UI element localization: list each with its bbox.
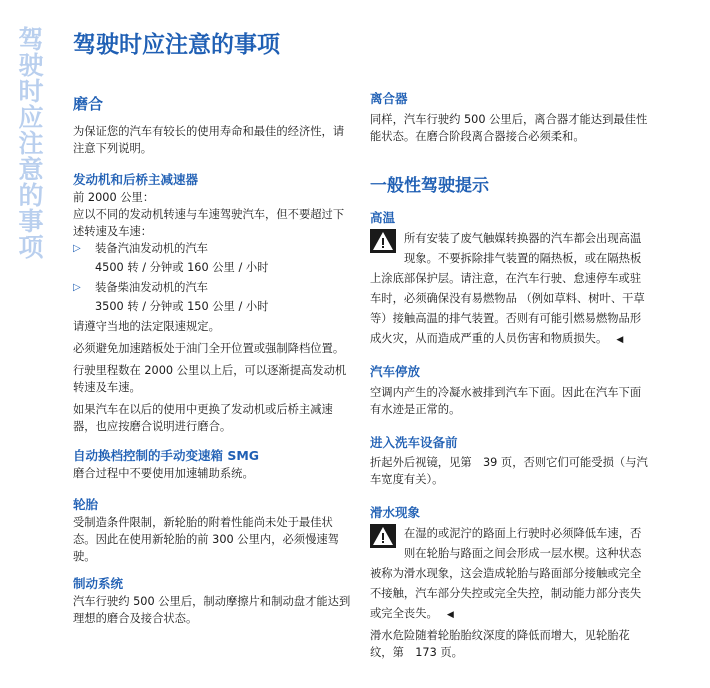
aquaplaning-text: 在湿的或泥泞的路面上行驶时必须降低车速，否则在轮胎与路面之间会形成一层水楔。这种状态被称为滑水现象，这会造成轮胎与路面部分接触或完全不接触，汽车部分失控或完全失控，制动能力部分丧失或完全丧失。 xyxy=(370,527,642,620)
heading-smg: 自动换档控制的手动变速箱 SMG xyxy=(73,448,260,463)
heading-clutch: 离合器 xyxy=(370,91,408,106)
wash-text: 折起外后视镜，见第 39 页，否则它们可能受损（与汽车宽度有关）。 xyxy=(370,456,648,486)
engine-p4: 必须避免加速踏板处于油门全开位置或强制降档位置。 xyxy=(73,342,345,355)
speed-petrol: 4500 转 / 分钟或 160 公里 / 小时 xyxy=(95,261,269,274)
heading-aquaplaning: 滑水现象 xyxy=(370,505,421,520)
aquaplaning-text2: 滑水危险随着轮胎胎纹深度的降低而增大，见轮胎花纹，第 173 页。 xyxy=(370,629,630,659)
list-item xyxy=(73,240,353,257)
bullet-diesel: 装备柴油发动机的汽车 xyxy=(95,281,208,294)
side-tab-chapter: 驾驶时应注意的事项 xyxy=(15,26,44,260)
heat-text: 所有安装了废气触媒转换器的汽车都会出现高温现象。不要拆除排气装置的隔热板，或在隔热板上涂底部保护层。请注意，在汽车行驶、怠速停车或驻车时，必须确保没有易燃物品 （例如草料、树叶、干草等）接触高温的排气装置。否则有可能引燃易燃物品形成火灾，从而造成严重的人员伤害和物质损失。 xyxy=(370,232,645,345)
heading-general: 一般性驾驶提示 xyxy=(370,176,489,196)
heading-runin: 磨合 xyxy=(73,95,104,113)
triangle-bullet-icon: ▷ xyxy=(73,282,81,293)
engine-p5: 行驶里程数在 2000 公里以上后，可以逐渐提高发动机转速及车速。 xyxy=(73,364,347,394)
tires-text: 受制造条件限制，新轮胎的附着性能尚未处于最佳状态。因此在使用新轮胎的前 300 公里内，必须慢速驾驶。 xyxy=(73,516,339,563)
runin-intro: 为保证您的汽车有较长的使用寿命和最佳的经济性，请注意下列说明。 xyxy=(73,125,345,155)
warning-aquaplaning xyxy=(370,522,650,622)
heading-heat: 高温 xyxy=(370,210,396,225)
left-column xyxy=(73,88,353,627)
engine-p2: 应以不同的发动机转速与车速驾驶汽车，但不要超过下述转速及车速： xyxy=(73,208,345,238)
right-column xyxy=(370,88,650,661)
warning-triangle-icon xyxy=(370,524,396,548)
end-mark-icon: ◀ xyxy=(446,610,454,620)
engine-p1: 前 2000 公里： xyxy=(73,191,155,204)
speed-diesel: 3500 转 / 分钟或 150 公里 / 小时 xyxy=(95,300,269,313)
heading-engine: 发动机和后桥主减速器 xyxy=(73,172,199,187)
triangle-bullet-icon: ▷ xyxy=(73,243,81,254)
heading-brakes: 制动系统 xyxy=(73,576,124,591)
clutch-text: 同样，汽车行驶约 500 公里后，离合器才能达到最佳性能状态。在磨合阶段离合器接合必须柔和。 xyxy=(370,113,648,143)
heading-tires: 轮胎 xyxy=(73,497,99,512)
bullet-petrol: 装备汽油发动机的汽车 xyxy=(95,242,208,255)
heading-wash: 进入洗车设备前 xyxy=(370,435,458,450)
warning-triangle-icon xyxy=(370,229,396,253)
list-item xyxy=(73,279,353,296)
brakes-text: 汽车行驶约 500 公里后，制动摩擦片和制动盘才能达到理想的磨合及接合状态。 xyxy=(73,595,351,625)
warning-heat xyxy=(370,227,650,347)
heading-drip: 汽车停放 xyxy=(370,364,421,379)
drip-text: 空调内产生的冷凝水被排到汽车下面。因此在汽车下面有水迹是正常的。 xyxy=(370,386,642,416)
end-mark-icon: ◀ xyxy=(616,335,624,345)
page-title: 驾驶时应注意的事项 xyxy=(73,32,280,58)
engine-p3: 请遵守当地的法定限速规定。 xyxy=(73,320,220,333)
smg-text: 磨合过程中不要使用加速辅助系统。 xyxy=(73,467,254,480)
engine-p6: 如果汽车在以后的使用中更换了发动机或后桥主减速器，也应按磨合说明进行磨合。 xyxy=(73,403,333,433)
